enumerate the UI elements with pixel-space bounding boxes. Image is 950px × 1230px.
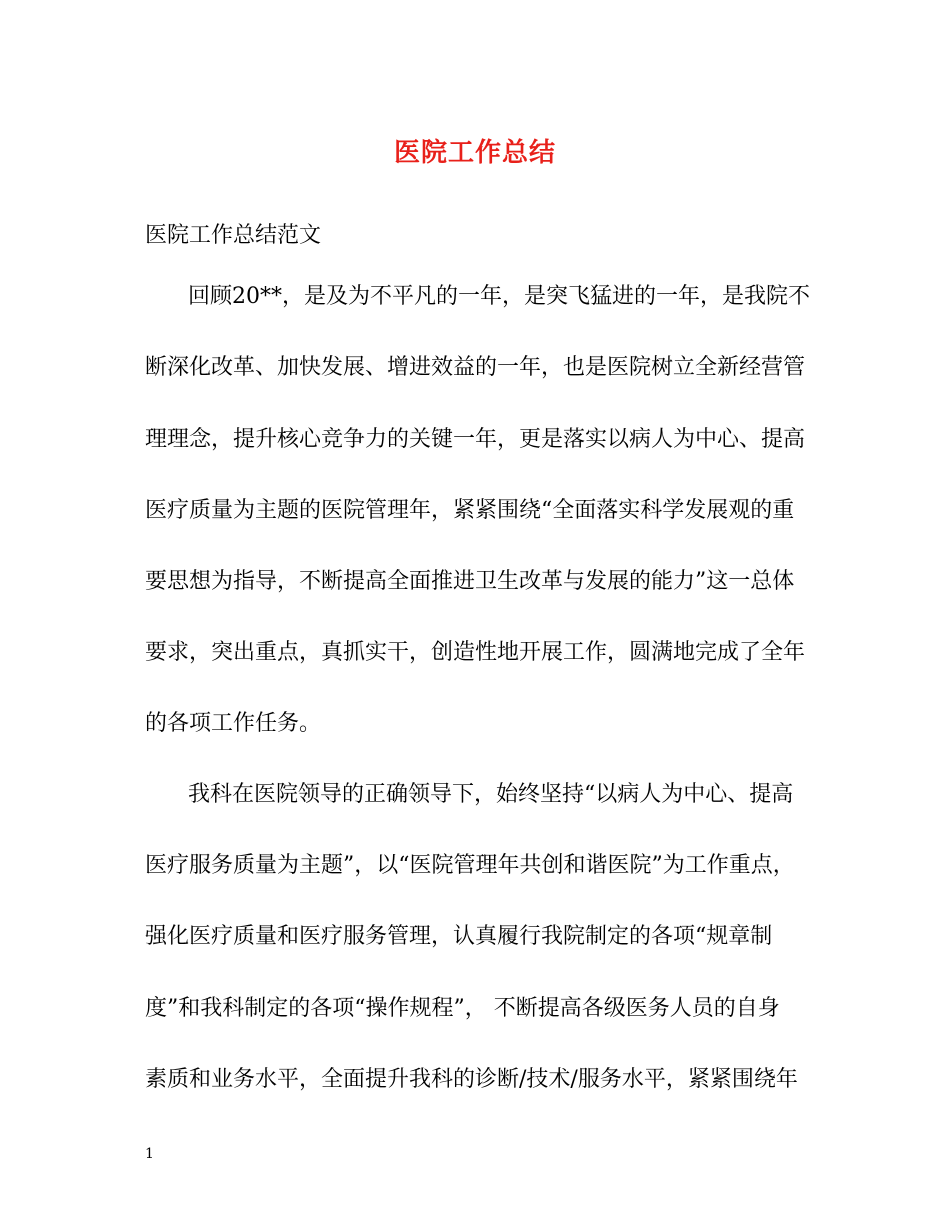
- paragraph-line: 要思想为指导，不断提高全面推进卫生改革与发展的能力”这一总体: [145, 569, 795, 594]
- paragraph-line: 素质和业务水平，全面提升我科的诊断/技术/服务水平，紧紧围绕年: [145, 1067, 798, 1092]
- paragraph-line: 度”和我科制定的各项“操作规程”， 不断提高各级医务人员的自身: [145, 996, 780, 1021]
- paragraph-line: 我科在医院领导的正确领导下，始终坚持“以病人为中心、提高: [188, 782, 794, 807]
- paragraph-line: 断深化改革、加快发展、增进效益的一年，也是医院树立全新经营管: [145, 355, 806, 380]
- page-number: 1: [145, 1146, 154, 1162]
- paragraph-line: 的各项工作任务。: [145, 711, 322, 736]
- paragraph-line: 医疗质量为主题的医院管理年，紧紧围绕“全面落实科学发展观的重: [145, 498, 795, 523]
- paragraph-line: 强化医疗质量和医疗服务管理，认真履行我院制定的各项“规章制: [145, 924, 773, 949]
- paragraph-line: 要求，突出重点，真抓实干，创造性地开展工作，圆满地完成了全年: [145, 640, 806, 665]
- paragraph-line: 回顾20**，是及为不平凡的一年，是突飞猛进的一年，是我院不: [188, 284, 810, 309]
- paragraph-line: 医疗服务质量为主题”，以“医院管理年共创和谐医院”为工作重点，: [145, 853, 795, 878]
- document-title: 医院工作总结: [393, 138, 556, 168]
- paragraph-line: 理理念，提升核心竞争力的关键一年，更是落实以病人为中心、提高: [145, 427, 806, 452]
- document-subtitle: 医院工作总结范文: [145, 223, 322, 248]
